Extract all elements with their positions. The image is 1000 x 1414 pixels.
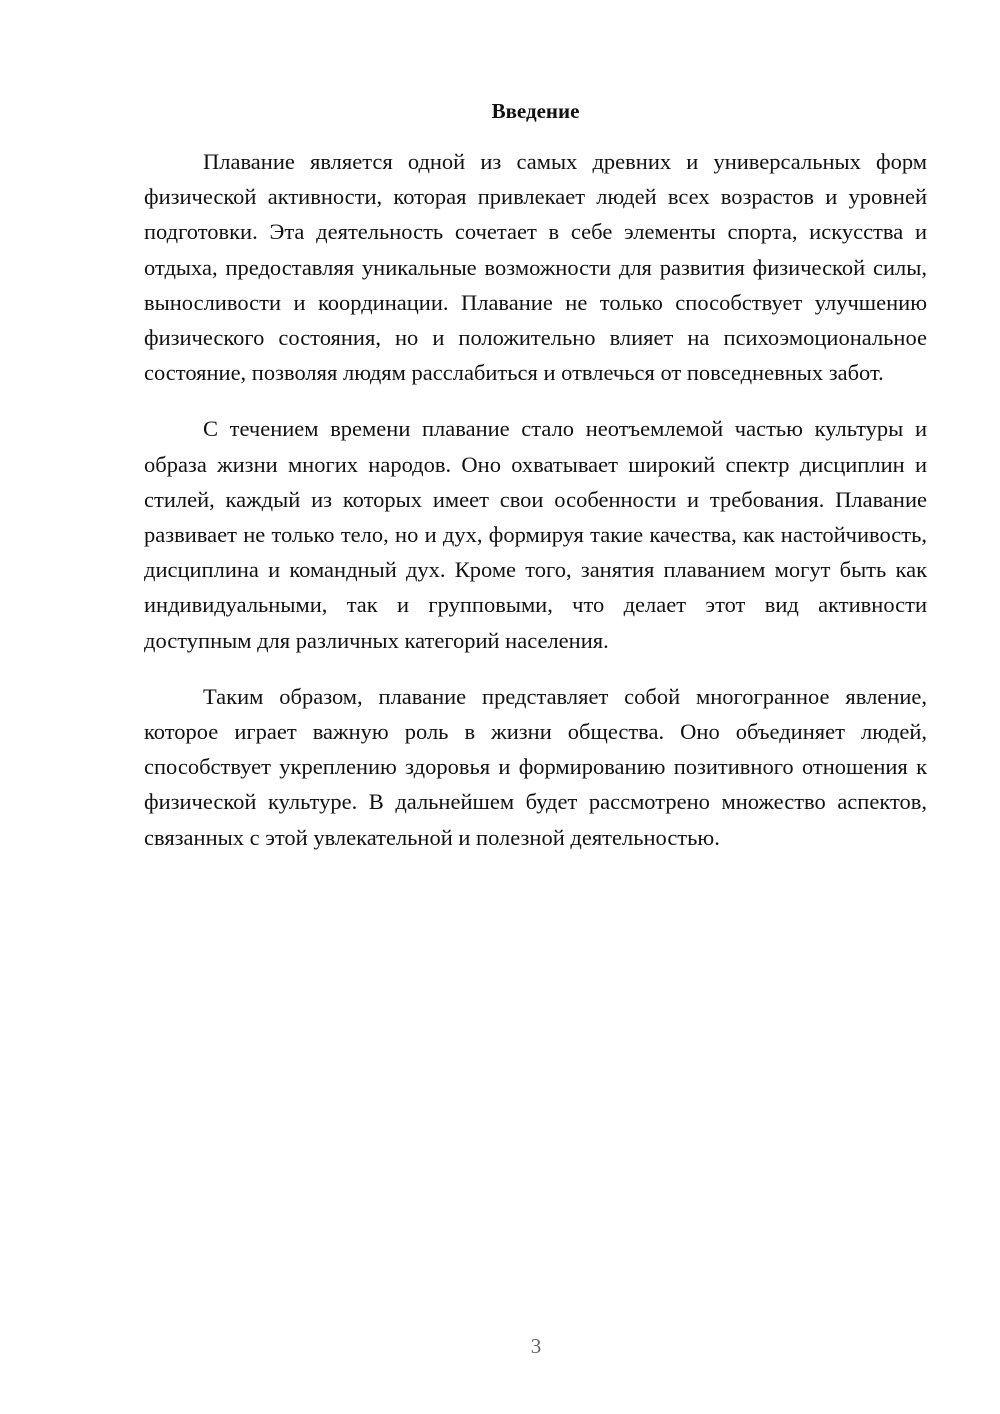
page-number: 3: [530, 1334, 542, 1358]
paragraph-1: Плавание является одной из самых древних и универсальных форм физической активности, которая привлекает людей всех возрастов и уровней подготовки. Эта деятельность сочетает в себе элементы спорта, искусства и отдыха, предоставляя уникальные возможности для развития физической силы, выносливости и координации. Плавание не только способствует улучшению физического состояния, но и положительно влияет на психоэмоциональное состояние, позволяя людям расслабиться и отвлечься от повседневных забот.: [144, 149, 927, 386]
page-content: [144, 96, 927, 855]
section-heading: Введение: [491, 99, 580, 123]
paragraph-2: С течением времени плавание стало неотъемлемой частью культуры и образа жизни многих народов. Оно охватывает широкий спектр дисциплин и стилей, каждый из которых имеет свои особенности и требования. Плавание развивает не только тело, но и дух, формируя такие качества, как настойчивость, дисциплина и командный дух. Кроме того, занятия плаванием могут быть как индивидуальными, так и групповыми, что делает этот вид активности доступным для различных категорий населения.: [144, 416, 927, 653]
paragraph-3: Таким образом, плавание представляет собой многогранное явление, которое играет важную роль в жизни общества. Оно объединяет людей, способствует укреплению здоровья и формированию позитивного отношения к физической культуре. В дальнейшем будет рассмотрено множество аспектов, связанных с этой увлекательной и полезной деятельностью.: [144, 683, 927, 850]
